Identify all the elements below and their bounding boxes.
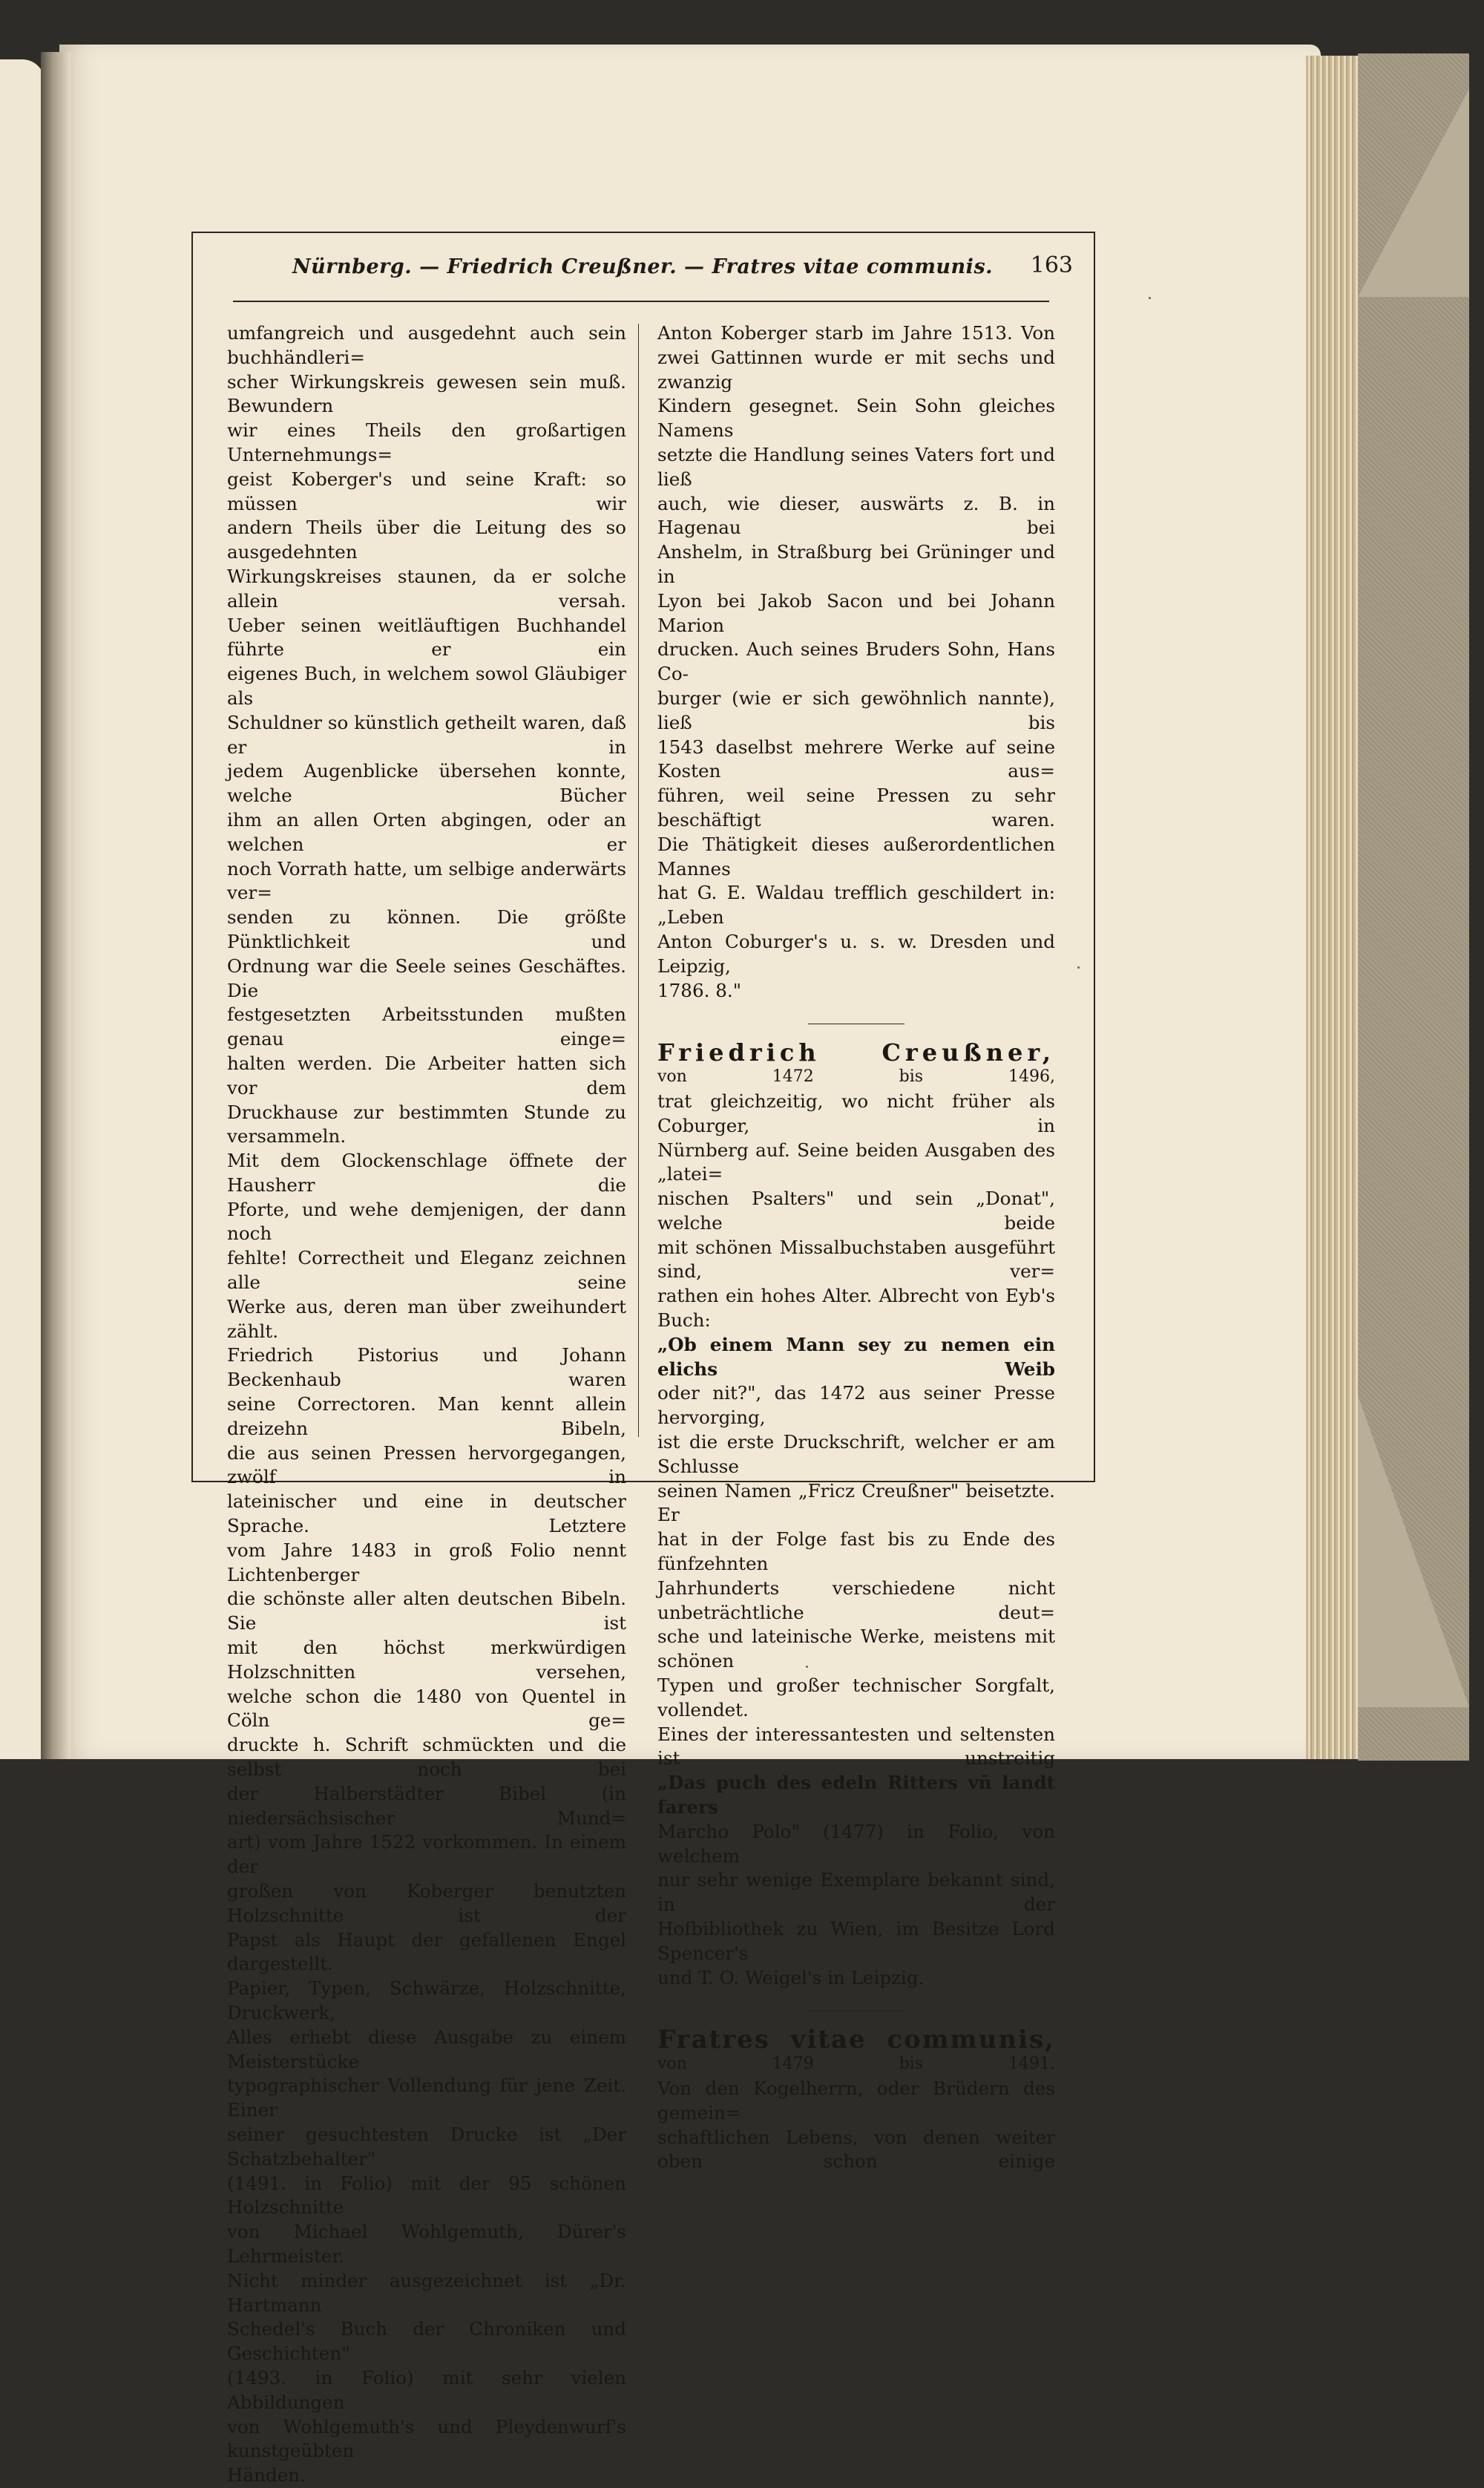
text-line: nur sehr wenige Exemplare bekannt sind, in der — [657, 1869, 1055, 1916]
text-line: Ueber seinen weitläuftigen Buchhandel führte er ein — [227, 614, 626, 661]
text-line: trat gleichzeitig, wo nicht früher als Coburger, in — [657, 1090, 1055, 1136]
text-line: Typen und großer technischer Sorgfalt, vollendet. — [657, 1675, 1055, 1721]
text-line: Lyon bei Jakob Sacon und bei Johann Marion — [657, 589, 1055, 636]
text-line: typographischer Vollendung für jene Zeit. Einer — [227, 2075, 626, 2121]
text-line: burger (wie er sich gewöhnlich nannte), ließ bis — [657, 687, 1055, 733]
text-line: festgesetzten Arbeitsstunden mußten genau einge= — [227, 1004, 626, 1050]
text-line: vom Jahre 1483 in groß Folio nennt Lichtenberger — [227, 1539, 626, 1585]
left-page-edge — [0, 59, 45, 1759]
text-line: rathen ein hohes Alter. Albrecht von Eyb's Buch: — [657, 1285, 1055, 1332]
text-line: geist Koberger's und seine Kraft: so müssen wir — [227, 468, 626, 514]
text-line: seinen Namen „Fricz Creußner" beisetzte. Er — [657, 1479, 1055, 1526]
paper-speck — [806, 1666, 808, 1668]
text-line: Pforte, und wehe demjenigen, der dann noch — [227, 1198, 626, 1245]
text-line: Nürnberg auf. Seine beiden Ausgaben des „latei= — [657, 1139, 1055, 1185]
text-line: Ordnung war die Seele seines Geschäftes. Die — [227, 955, 626, 1001]
text-line: jedem Augenblicke übersehen konnte, welche Bücher — [227, 760, 626, 807]
text-line: mit den höchst merkwürdigen Holzschnitten versehen, — [227, 1637, 626, 1683]
text-line: seiner gesuchtesten Drucke ist „Der Schatzbehalter" — [227, 2123, 626, 2170]
text-line: Kindern gesegnet. Sein Sohn gleiches Namens — [657, 395, 1055, 442]
text-line: von Michael Wohlgemuth, Dürer's Lehrmeister. — [227, 2221, 626, 2267]
text-line: Händen. — [227, 2464, 306, 2487]
text-line: Anton Koberger starb im Jahre 1513. Von — [657, 322, 1055, 344]
text-line: „Ob einem Mann sey zu nemen ein elichs Weib — [657, 1333, 1055, 1380]
text-line: Papier, Typen, Schwärze, Holzschnitte, Druckwerk, — [227, 1977, 626, 2023]
text-line: wir eines Theils den großartigen Unternehmungs= — [227, 419, 626, 465]
text-line: Schedel's Buch der Chroniken und Geschichten" — [227, 2318, 626, 2365]
text-line: noch Vorrath hatte, um selbige anderwärts ver= — [227, 857, 626, 904]
text-line: Papst als Haupt der gefallenen Engel dargestellt. — [227, 1928, 626, 1975]
text-line: Werke aus, deren man über zweihundert zählt. — [227, 1295, 626, 1342]
text-line: „Das puch des edeln Ritters vñ landt farers — [657, 1772, 1055, 1818]
text-line: eigenes Buch, in welchem sowol Gläubiger als — [227, 663, 626, 709]
text-line: (1493. in Folio) mit sehr vielen Abbildungen — [227, 2366, 626, 2413]
text-line: Marcho Polo" (1477) in Folio, von welchem — [657, 1820, 1055, 1867]
text-line: seine Correctoren. Man kennt allein dreizehn Bibeln, — [227, 1393, 626, 1439]
text-line: Eines der interessantesten und seltensten ist unstreitig — [657, 1723, 1055, 1770]
text-line: Die Thätigkeit dieses außerordentlichen Mannes — [657, 833, 1055, 880]
text-line: Nicht minder ausgezeichnet ist „Dr. Hartmann — [227, 2269, 626, 2316]
text-line: hat G. E. Waldau trefflich geschildert in: „Leben — [657, 882, 1055, 929]
text-line: von Wohlgemuth's und Pleydenwurf's kunstgeübten — [227, 2415, 626, 2462]
text-line: hat in der Folge fast bis zu Ende des fünfzehnten — [657, 1528, 1055, 1575]
text-line: welche schon die 1480 von Quentel in Cöln ge= — [227, 1685, 626, 1732]
page-number: 163 — [1030, 252, 1073, 278]
header-rule — [233, 301, 1049, 302]
text-line: Anton Coburger's u. s. w. Dresden und Leipzig, — [657, 930, 1055, 977]
text-line: mit schönen Missalbuchstaben ausgeführt sind, ver= — [657, 1236, 1055, 1283]
text-line: 1543 daselbst mehrere Werke auf seine Kosten aus= — [657, 736, 1055, 782]
section-dates-creussner: von 1472 bis 1496, — [657, 1067, 1055, 1087]
text-line: Hofbibliothek zu Wien, im Besitze Lord Spencer's — [657, 1918, 1055, 1964]
book-gutter — [41, 52, 70, 1759]
text-line: 1786. 8." — [657, 979, 742, 1001]
text-line: die aus seinen Pressen hervorgegangen, zwölf in — [227, 1441, 626, 1488]
text-line: Anshelm, in Straßburg bei Grüninger und in — [657, 541, 1055, 587]
text-line: senden zu können. Die größte Pünktlichkeit und — [227, 906, 626, 952]
text-line: ist die erste Druckschrift, welcher er am Schlusse — [657, 1431, 1055, 1477]
running-title: Nürnberg. — Friedrich Creußner. — Fratres vitae communis. — [292, 255, 994, 278]
column-divider — [638, 324, 639, 1437]
text-line: Von den Kogelherrn, oder Brüdern des gemein= — [657, 2077, 1055, 2124]
text-line: andern Theils über die Leitung des so ausgedehnten — [227, 517, 626, 563]
text-line: großen von Koberger benutzten Holzschnitte ist der — [227, 1880, 626, 1926]
text-line: Friedrich Pistorius und Johann Beckenhaub waren — [227, 1344, 626, 1391]
text-line: lateinischer und eine in deutscher Sprache. Letztere — [227, 1490, 626, 1537]
text-line: nischen Psalters" und sein „Donat", welche beide — [657, 1188, 1055, 1234]
paper-speck — [1077, 966, 1080, 969]
text-line: (1491. in Folio) mit der 95 schönen Holzschnitte — [227, 2172, 626, 2219]
text-line: schaftlichen Lebens, von denen weiter oben schon einige — [657, 2126, 1055, 2173]
text-line: art) vom Jahre 1522 vorkommen. In einem der — [227, 1831, 626, 1878]
page-edges — [1306, 56, 1365, 1759]
right-column — [657, 321, 1055, 2174]
text-line: Mit dem Glockenschlage öffnete der Hausherr die — [227, 1150, 626, 1196]
text-line: halten werden. Die Arbeiter hatten sich vor dem — [227, 1052, 626, 1099]
text-line: Alles erhebt diese Ausgabe zu einem Meisterstücke — [227, 2026, 626, 2072]
section-heading-creussner: Friedrich Creußner, — [657, 1038, 1055, 1067]
text-line: auch, wie dieser, auswärts z. B. in Hagenau bei — [657, 492, 1055, 539]
text-line: Schuldner so künstlich getheilt waren, daß er in — [227, 711, 626, 758]
text-line: setzte die Handlung seines Vaters fort und ließ — [657, 443, 1055, 490]
text-line: und T. O. Weigel's in Leipzig. — [657, 1966, 925, 1988]
text-line: die schönste aller alten deutschen Bibeln. Sie ist — [227, 1588, 626, 1634]
text-line: oder nit?", das 1472 aus seiner Presse hervorging, — [657, 1382, 1055, 1429]
text-line: fehlte! Correctheit und Eleganz zeichnen alle seine — [227, 1247, 626, 1294]
section-dates-fratres: von 1479 bis 1491. — [657, 2055, 1055, 2074]
text-line: der Halberstädter Bibel (in niedersächsischer Mund= — [227, 1782, 626, 1829]
text-line: Wirkungskreises staunen, da er solche allein versah. — [227, 565, 626, 612]
paper-speck — [1149, 297, 1151, 299]
text-line: Jahrhunderts verschiedene nicht unbeträchtliche deut= — [657, 1577, 1055, 1623]
text-line: führen, weil seine Pressen zu sehr beschäftigt waren. — [657, 785, 1055, 831]
running-header — [206, 249, 1079, 292]
text-line: sche und lateinische Werke, meistens mit schönen — [657, 1626, 1055, 1672]
text-line: druckte h. Schrift schmückten und die selbst noch bei — [227, 1734, 626, 1781]
text-line: Druckhause zur bestimmten Stunde zu versammeln. — [227, 1101, 626, 1148]
text-line: ihm an allen Orten abgingen, oder an welchen er — [227, 808, 626, 855]
left-column — [227, 321, 626, 2488]
text-line: scher Wirkungskreis gewesen sein muß. Bewundern — [227, 370, 626, 417]
text-line: drucken. Auch seines Bruders Sohn, Hans Co- — [657, 638, 1055, 685]
text-line: zwei Gattinnen wurde er mit sechs und zwanzig — [657, 346, 1055, 393]
section-heading-fratres: Fratres vitae communis, — [657, 2025, 1055, 2055]
text-line: umfangreich und ausgedehnt auch sein buchhändleri= — [227, 322, 626, 368]
